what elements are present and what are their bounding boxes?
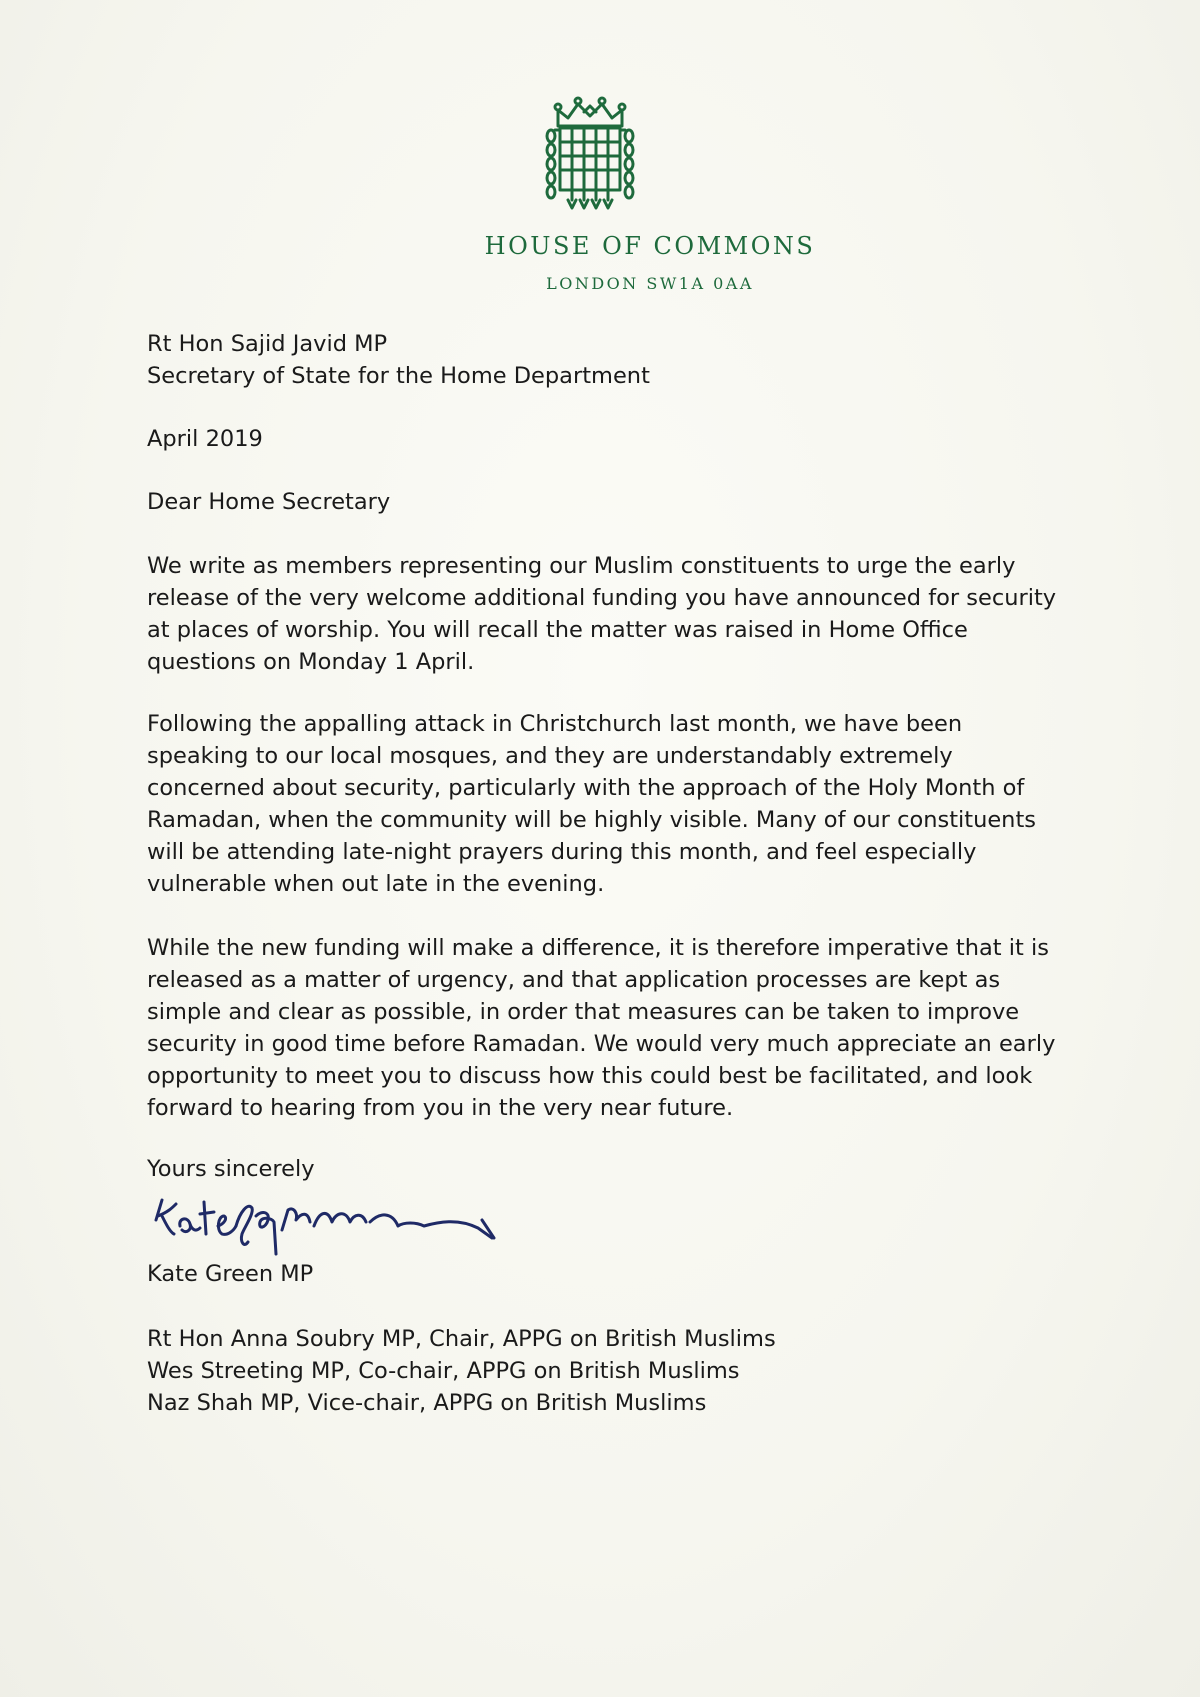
recipient-block bbox=[147, 328, 1067, 392]
cosigner-2: Wes Streeting MP, Co-chair, APPG on British Muslims bbox=[147, 1358, 740, 1384]
closing: Yours sincerely bbox=[147, 1156, 315, 1182]
letterhead-organisation: HOUSE OF COMMONS bbox=[484, 232, 816, 260]
cosigner-3: Naz Shah MP, Vice-chair, APPG on British Muslims bbox=[147, 1390, 707, 1416]
recipient-name: Rt Hon Sajid Javid MP bbox=[147, 331, 388, 357]
body-paragraph-1: We write as members representing our Muslim constituents to urge the early release of the very welcome additional funding you have announced for security at places of worship. You will recall the matter was raised in Home Office questions on Monday 1 April. bbox=[147, 553, 1057, 675]
cosigners-list bbox=[147, 1323, 1067, 1419]
handwritten-signature-icon bbox=[148, 1182, 528, 1256]
signer-name: Kate Green MP bbox=[147, 1261, 314, 1287]
body-paragraph-3: While the new funding will make a difference, it is therefore imperative that it is released as a matter of urgency, and that application processes are kept as simple and clear as possible, in order that measures can be taken to improve security in good time before Ramadan. We would very much appreciate an early opportunity to meet you to discuss how this could best be facilitated, and look forward to hearing from you in the very near future. bbox=[147, 935, 1056, 1121]
portcullis-crest-icon bbox=[540, 96, 640, 214]
letter-date: April 2019 bbox=[147, 426, 263, 452]
cosigner-1: Rt Hon Anna Soubry MP, Chair, APPG on British Muslims bbox=[147, 1326, 776, 1352]
body-paragraph-2: Following the appalling attack in Christchurch last month, we have been speaking to our local mosques, and they are understandably extremely concerned about security, particularly with the approach of the Holy Month of Ramadan, when the community will be highly visible. Many of our constituents will be attending late-night prayers during this month, and feel especially vulnerable when out late in the evening. bbox=[147, 711, 1036, 897]
letterhead-address: LONDON SW1A 0AA bbox=[546, 274, 754, 293]
salutation: Dear Home Secretary bbox=[147, 489, 391, 515]
recipient-title: Secretary of State for the Home Department bbox=[147, 363, 650, 389]
